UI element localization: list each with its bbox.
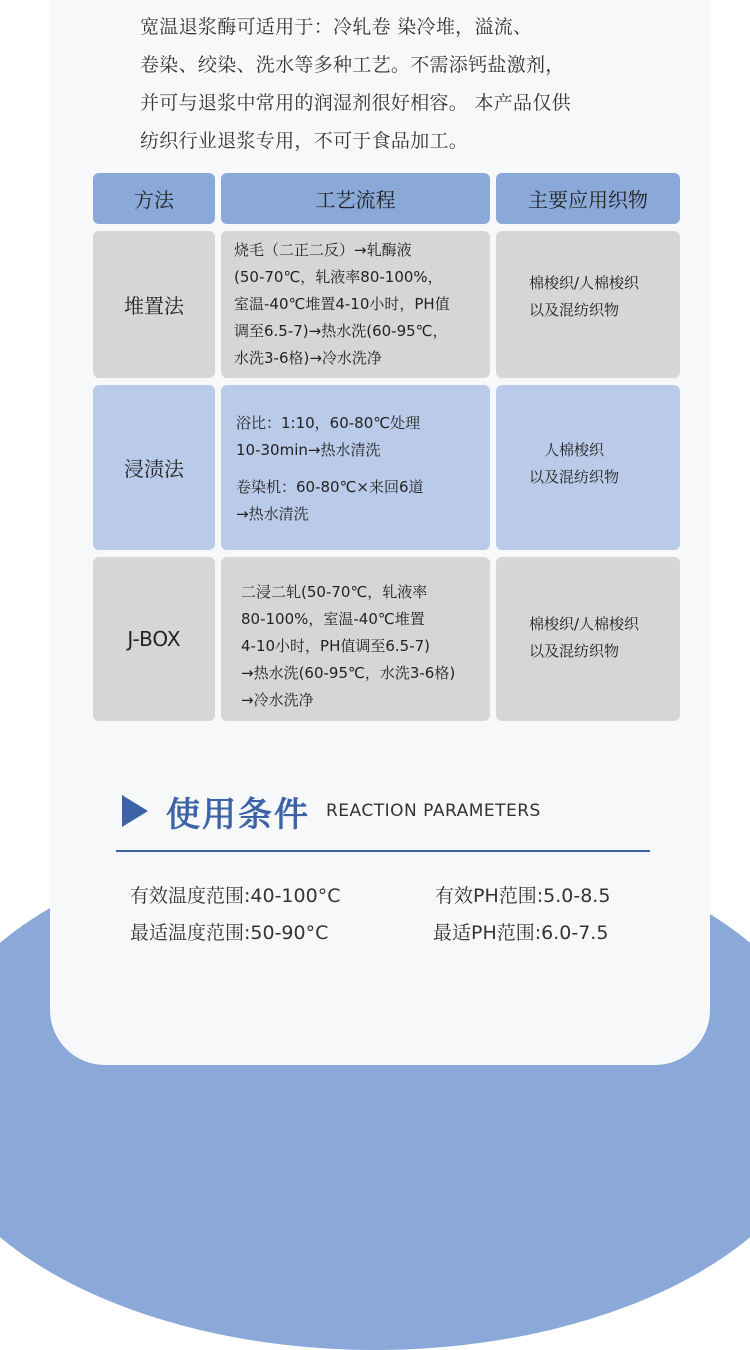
table-cell-process [221,231,490,378]
table-header-process: 工艺流程 [221,173,490,224]
table-cell-fabric [496,385,680,550]
table-header-method: 方法 [93,173,215,224]
table-cell-method: J-BOX [93,557,215,721]
process-line: 调至6.5-7)→热水洗(60-95℃， [234,322,448,340]
process-line: →热水清洗 [236,505,309,523]
intro-line: 纺织行业退浆专用，不可于食品加工。 [140,130,469,152]
table-cell-process [221,385,490,550]
param-ph-optimal: 最适PH范围:6.0-7.5 [433,922,609,944]
process-line: →热水洗(60-95℃，水洗3-6格) [241,664,456,682]
fabric-line: 棉梭织/人棉梭织 [529,615,640,633]
process-line: 卷染机：60-80℃×来回6道 [236,478,424,496]
table-cell-process [221,557,490,721]
process-line: 浴比：1:10，60-80℃处理 [236,414,421,432]
table-header-fabric: 主要应用织物 [496,173,680,224]
fabric-line: 棉梭织/人棉梭织 [529,274,640,292]
intro-line: 并可与退浆中常用的润湿剂很好相容。 本产品仅供 [140,92,571,114]
intro-paragraph [140,8,630,160]
triangle-play-icon [122,795,148,827]
table-cell-method: 堆置法 [93,231,215,378]
section-title: 使用条件 [166,794,310,835]
process-line: 80-100%，室温-40℃堆置 [241,610,425,628]
fabric-line: 以及混纺织物 [529,642,620,660]
table-cell-method: 浸渍法 [93,385,215,550]
section-header [122,788,541,834]
fabric-line: 以及混纺织物 [529,468,620,486]
process-line: 烧毛（二正二反）→轧酶液 [234,241,412,259]
section-divider [116,850,650,852]
process-line: 4-10小时，PH值调至6.5-7) [241,637,431,655]
param-temp-optimal: 最适温度范围:50-90°C [130,922,329,944]
process-line: 二浸二轧(50-70℃，轧液率 [241,583,428,601]
process-line: 水洗3-6格)→冷水洗净 [234,349,382,367]
intro-line: 宽温退浆酶可适用于：冷轧卷 染冷堆，溢流、 [140,16,533,38]
param-ph-effective: 有效PH范围:5.0-8.5 [435,885,611,907]
process-line: →冷水洗净 [241,691,314,709]
process-line: (50-70℃，轧液率80-100%， [234,268,443,286]
intro-line: 卷染、绞染、洗水等多种工艺。不需添钙盐激剂， [140,54,565,76]
process-line: 10-30min→热水清洗 [236,441,381,459]
param-temp-effective: 有效温度范围:40-100°C [130,885,341,907]
fabric-line: 人棉梭织 [544,441,605,459]
table-cell-fabric [496,557,680,721]
section-subtitle: REACTION PARAMETERS [326,801,541,821]
table-cell-fabric [496,231,680,378]
fabric-line: 以及混纺织物 [529,301,620,319]
process-line: 室温-40℃堆置4-10小时，PH值 [234,295,450,313]
